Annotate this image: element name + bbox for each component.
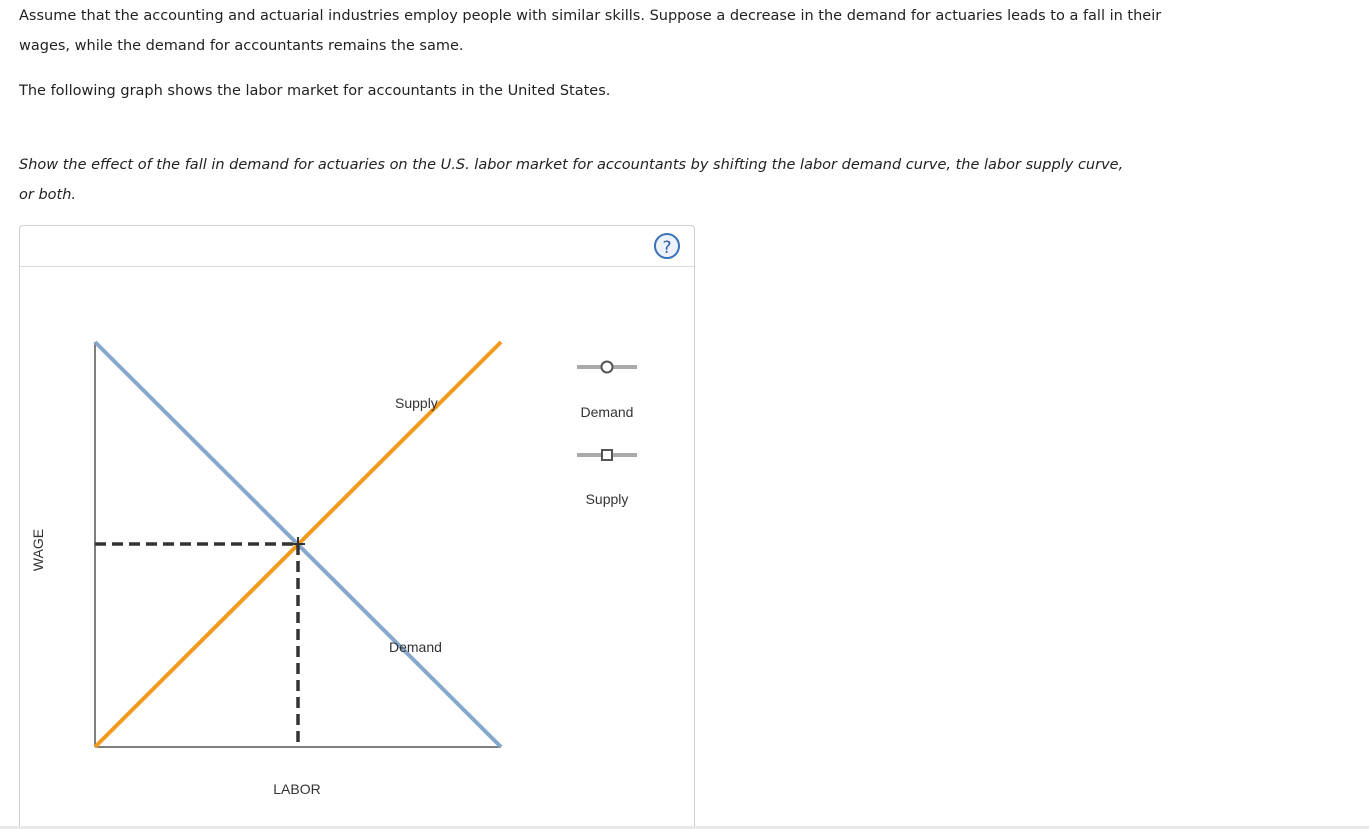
demand-curve-label: Demand [389, 639, 442, 655]
palette-demand-tool[interactable] [577, 362, 637, 421]
help-button[interactable]: ? [654, 233, 680, 259]
labor-market-graph [20, 226, 696, 829]
graph-panel [19, 225, 695, 829]
palette-supply-tool[interactable] [577, 450, 637, 507]
palette-demand-label: Demand [580, 404, 634, 420]
palette-supply-label: Supply [585, 491, 629, 507]
supply-curve-label: Supply [395, 395, 438, 411]
x-axis-label: LABOR [273, 781, 321, 797]
circle-handle-icon [602, 362, 613, 373]
square-handle-icon [602, 450, 612, 460]
instruction-text: Show the effect of the fall in demand for actuaries on the U.S. labor market for accountants by shifting the labor demand curve, the labor supply curve, or both. [19, 157, 1124, 203]
question-intro: Assume that the accounting and actuarial industries employ people with similar skills. Suppose a decrease in the demand for actuaries leads to a fall in their wages, while the demand for accountants remains the same. [19, 8, 1162, 54]
y-axis-label: WAGE [30, 528, 46, 572]
graph-intro: The following graph shows the labor market for accountants in the United States. [19, 83, 611, 99]
